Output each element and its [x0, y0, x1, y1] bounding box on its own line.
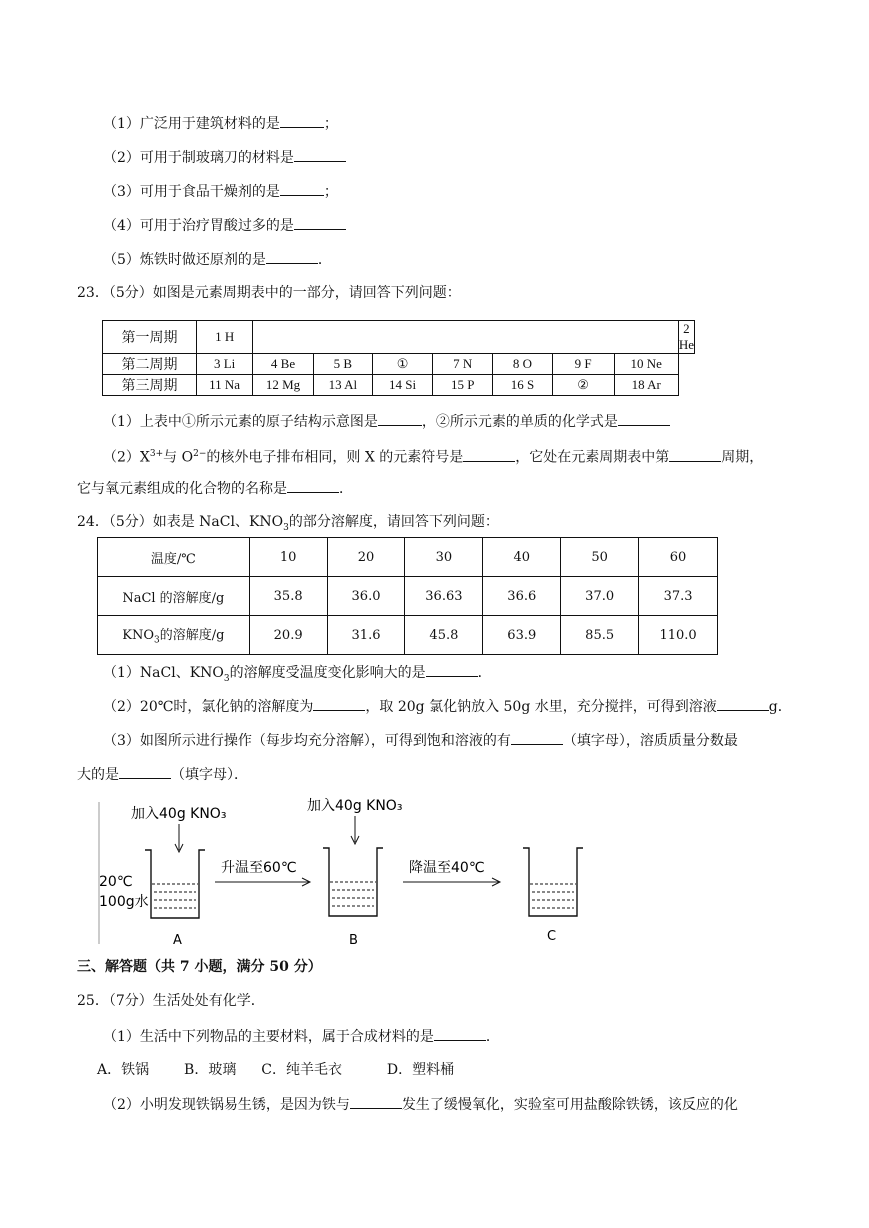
answer-blank[interactable]: [287, 478, 339, 493]
label-b: B: [349, 933, 358, 948]
element-cell: 2 He: [678, 321, 694, 352]
answer-blank[interactable]: [717, 696, 769, 711]
nacl-cell: 36.63: [405, 577, 483, 616]
temp-cell: 60: [639, 538, 718, 577]
answer-blank[interactable]: [669, 447, 721, 462]
q24-sub-1: （1）NaCl、$KNO_3$的溶解度受温度变化影响大的是 ．: [103, 662, 492, 689]
element-cell: 18 Ar: [614, 375, 678, 396]
q23-sub-2: $(2)X^{3+}$与 $O^{2-}$的核外电子排布相同，则 X 的元素符号是 ，它处在元素周期表中第 周期，: [103, 444, 763, 468]
temperature-label: 20℃: [99, 874, 133, 890]
periodic-table: [102, 320, 695, 396]
element-cell: 5 B: [313, 354, 372, 375]
answer-blank[interactable]: [434, 1026, 486, 1041]
header-label: 温度/℃: [98, 538, 250, 577]
answer-blank[interactable]: [426, 662, 478, 677]
period-label: 第二周期: [103, 354, 197, 375]
answer-blank[interactable]: [618, 411, 670, 426]
q25-sub-2: （2）小明发现铁锅易生锈，是因为铁与 发生了缓慢氧化，实验室可用盐酸除铁锈，该反应的化: [103, 1094, 738, 1115]
answer-blank[interactable]: [280, 181, 324, 196]
element-cell: ①: [372, 354, 432, 375]
nacl-cell: 37.3: [639, 577, 718, 616]
beaker-diagram: [97, 792, 597, 952]
element-cell: 12 Mg: [253, 375, 313, 396]
element-cell: ②: [552, 375, 614, 396]
add-kno3-label-b: 加入40g KNO₃: [307, 798, 403, 814]
q23-sub-2-cont: 它与氧元素组成的化合物的名称是 ．: [77, 478, 353, 499]
period-label: 第三周期: [103, 375, 197, 396]
temp-cell: 30: [405, 538, 483, 577]
nacl-cell: 37.0: [561, 577, 639, 616]
kno3-cell: 110.0: [639, 616, 718, 655]
beaker-b: [323, 848, 383, 916]
element-cell: 4 Be: [253, 354, 313, 375]
q22-item-4: （4）可用于治疗胃酸过多的是: [103, 215, 346, 236]
q23-title: 23．（5分）如图是元素周期表中的一部分，请回答下列问题：: [77, 285, 461, 301]
nacl-cell: 36.0: [327, 577, 405, 616]
answer-blank[interactable]: [294, 147, 346, 162]
q24-sub-3-cont: 大的是 （填字母）．: [77, 764, 248, 785]
kno3-cell: 85.5: [561, 616, 639, 655]
element-cell: 13 Al: [313, 375, 372, 396]
nacl-label: NaCl 的溶解度/g: [98, 577, 250, 616]
temp-cell: 50: [561, 538, 639, 577]
q22-item-2: （2）可用于制玻璃刀的材料是: [103, 147, 346, 168]
answer-blank[interactable]: [294, 215, 346, 230]
solubility-table: [97, 537, 718, 655]
beaker-a: [145, 850, 205, 918]
element-cell: 16 S: [493, 375, 552, 396]
element-cell: 10 Ne: [614, 354, 678, 375]
q24-sub-3: （3）如图所示进行操作（每步均充分溶解），可得到饱和溶液的有 （填字母），溶质质量分数最: [103, 730, 738, 751]
option-c[interactable]: C．纯羊毛衣: [261, 1062, 342, 1078]
q25-options: [97, 1060, 454, 1080]
answer-blank[interactable]: [266, 249, 318, 264]
kno3-cell: 31.6: [327, 616, 405, 655]
element-cell: 8 O: [493, 354, 552, 375]
label-a: A: [173, 933, 182, 948]
element-cell: 9 F: [552, 354, 614, 375]
kno3-label: $KNO_3$的溶解度/g: [98, 616, 250, 655]
q22-item-1: （1）广泛用于建筑材料的是 ；: [103, 113, 338, 134]
element-cell: 15 P: [433, 375, 493, 396]
q25-title: 25．（7分）生活处处有化学．: [77, 993, 265, 1009]
cool-step-label: 降温至40℃: [409, 860, 485, 876]
answer-blank[interactable]: [511, 730, 563, 745]
element-cell: 7 N: [433, 354, 493, 375]
q25-sub-1: （1）生活中下列物品的主要材料，属于合成材料的是 ．: [103, 1026, 500, 1047]
temp-cell: 40: [483, 538, 561, 577]
answer-blank[interactable]: [119, 764, 171, 779]
q23-sub-1: （1）上表中①所示元素的原子结构示意图是 ，②所示元素的单质的化学式是: [103, 411, 670, 432]
section-heading: 三、解答题（共 7 小题，满分 50 分）: [77, 959, 322, 975]
kno3-cell: 20.9: [249, 616, 327, 655]
answer-blank[interactable]: [280, 113, 324, 128]
answer-blank[interactable]: [463, 447, 515, 462]
answer-blank[interactable]: [378, 411, 422, 426]
water-label: 100g水: [99, 894, 149, 910]
q22-item-3: （3）可用于食品干燥剂的是 ；: [103, 181, 338, 202]
q24-sub-2: （2）20℃时，氯化钠的溶解度为 ，取 20g 氯化钠放入 50g 水里，充分搅拌，可得到溶液 g．: [103, 696, 792, 717]
q24-title: 24．（5分）如表是 NaCl、$KNO_3$的部分溶解度，请回答下列问题：: [77, 514, 499, 533]
element-cell: 1 H: [196, 321, 252, 354]
q22-item-5: （5）炼铁时做还原剂的是 ．: [103, 249, 332, 270]
answer-blank[interactable]: [350, 1094, 402, 1109]
kno3-cell: 63.9: [483, 616, 561, 655]
add-kno3-label-a: 加入40g KNO₃: [131, 806, 227, 822]
beaker-c: [523, 848, 583, 916]
temp-cell: 10: [249, 538, 327, 577]
nacl-cell: 36.6: [483, 577, 561, 616]
heat-step-label: 升温至60℃: [221, 860, 297, 876]
option-b[interactable]: B．玻璃: [184, 1062, 237, 1078]
option-a[interactable]: A．铁锅: [97, 1062, 150, 1078]
answer-blank[interactable]: [313, 696, 365, 711]
temp-cell: 20: [327, 538, 405, 577]
option-d[interactable]: D．塑料桶: [386, 1062, 455, 1078]
element-cell: 11 Na: [196, 375, 252, 396]
nacl-cell: 35.8: [249, 577, 327, 616]
element-cell: 14 Si: [372, 375, 432, 396]
empty-cell: [253, 321, 678, 354]
element-cell: 3 Li: [196, 354, 252, 375]
label-c: C: [547, 929, 557, 944]
kno3-cell: 45.8: [405, 616, 483, 655]
period-label: 第一周期: [103, 321, 197, 354]
